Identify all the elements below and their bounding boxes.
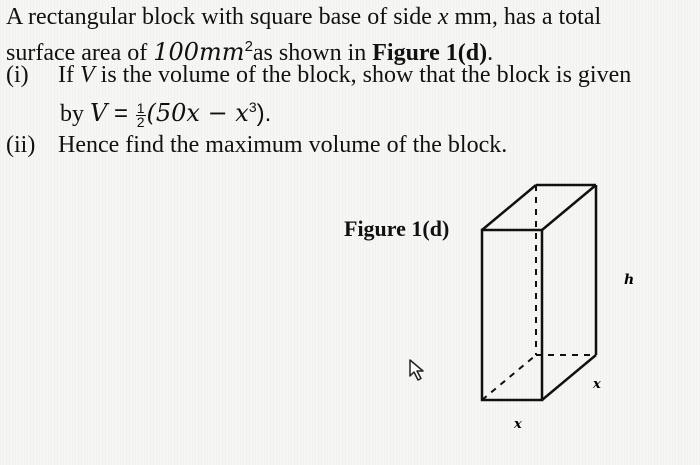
question-text: surface area of: [6, 40, 154, 66]
formula-close: ).: [256, 100, 272, 127]
fraction-denominator: 2: [136, 113, 145, 130]
question-text: A rectangular block with square base of side: [6, 4, 438, 30]
bottom-right-edge: [542, 355, 596, 400]
block-diagram: [470, 180, 670, 440]
period: .: [487, 40, 494, 66]
variable-x: x: [437, 4, 449, 30]
part-ii-label: (ii): [6, 132, 36, 158]
surface-area-value: 100mm: [153, 38, 245, 66]
top-right-edge: [542, 185, 596, 230]
top-left-edge: [482, 185, 536, 230]
formula-exponent: 3: [248, 99, 257, 115]
label-x-front: x: [514, 417, 522, 432]
figure-caption: Figure 1(d): [344, 216, 450, 241]
fraction-half: [136, 99, 146, 130]
mouse-cursor-icon: [408, 358, 428, 382]
part-ii-line: [6, 130, 507, 160]
part-i-text: If: [58, 62, 80, 88]
label-h: h: [624, 272, 635, 288]
part-i-label: (i): [6, 62, 29, 88]
formula-equals: =: [107, 100, 135, 127]
part-i-line: [6, 60, 631, 90]
question-text-end: mm, has a total: [448, 4, 602, 30]
part-i-text-end: is the volume of the block, show that the block is given: [94, 62, 632, 88]
part-i-formula-line: [60, 92, 271, 129]
part-ii-text: Hence find the maximum volume of the block.: [58, 132, 508, 158]
fraction-numerator: 1: [136, 99, 145, 116]
hidden-left-edge: [482, 355, 536, 400]
formula-body: (50x − x: [146, 99, 249, 127]
superscript-2: 2: [244, 38, 253, 55]
label-x-side: x: [593, 377, 601, 392]
figure-reference: Figure 1(d): [372, 40, 488, 66]
question-line-1: [6, 2, 601, 32]
variable-v: V: [79, 62, 95, 88]
question-text: as shown in: [252, 40, 373, 66]
formula-v: V: [90, 99, 108, 127]
by-text: by: [60, 101, 90, 127]
